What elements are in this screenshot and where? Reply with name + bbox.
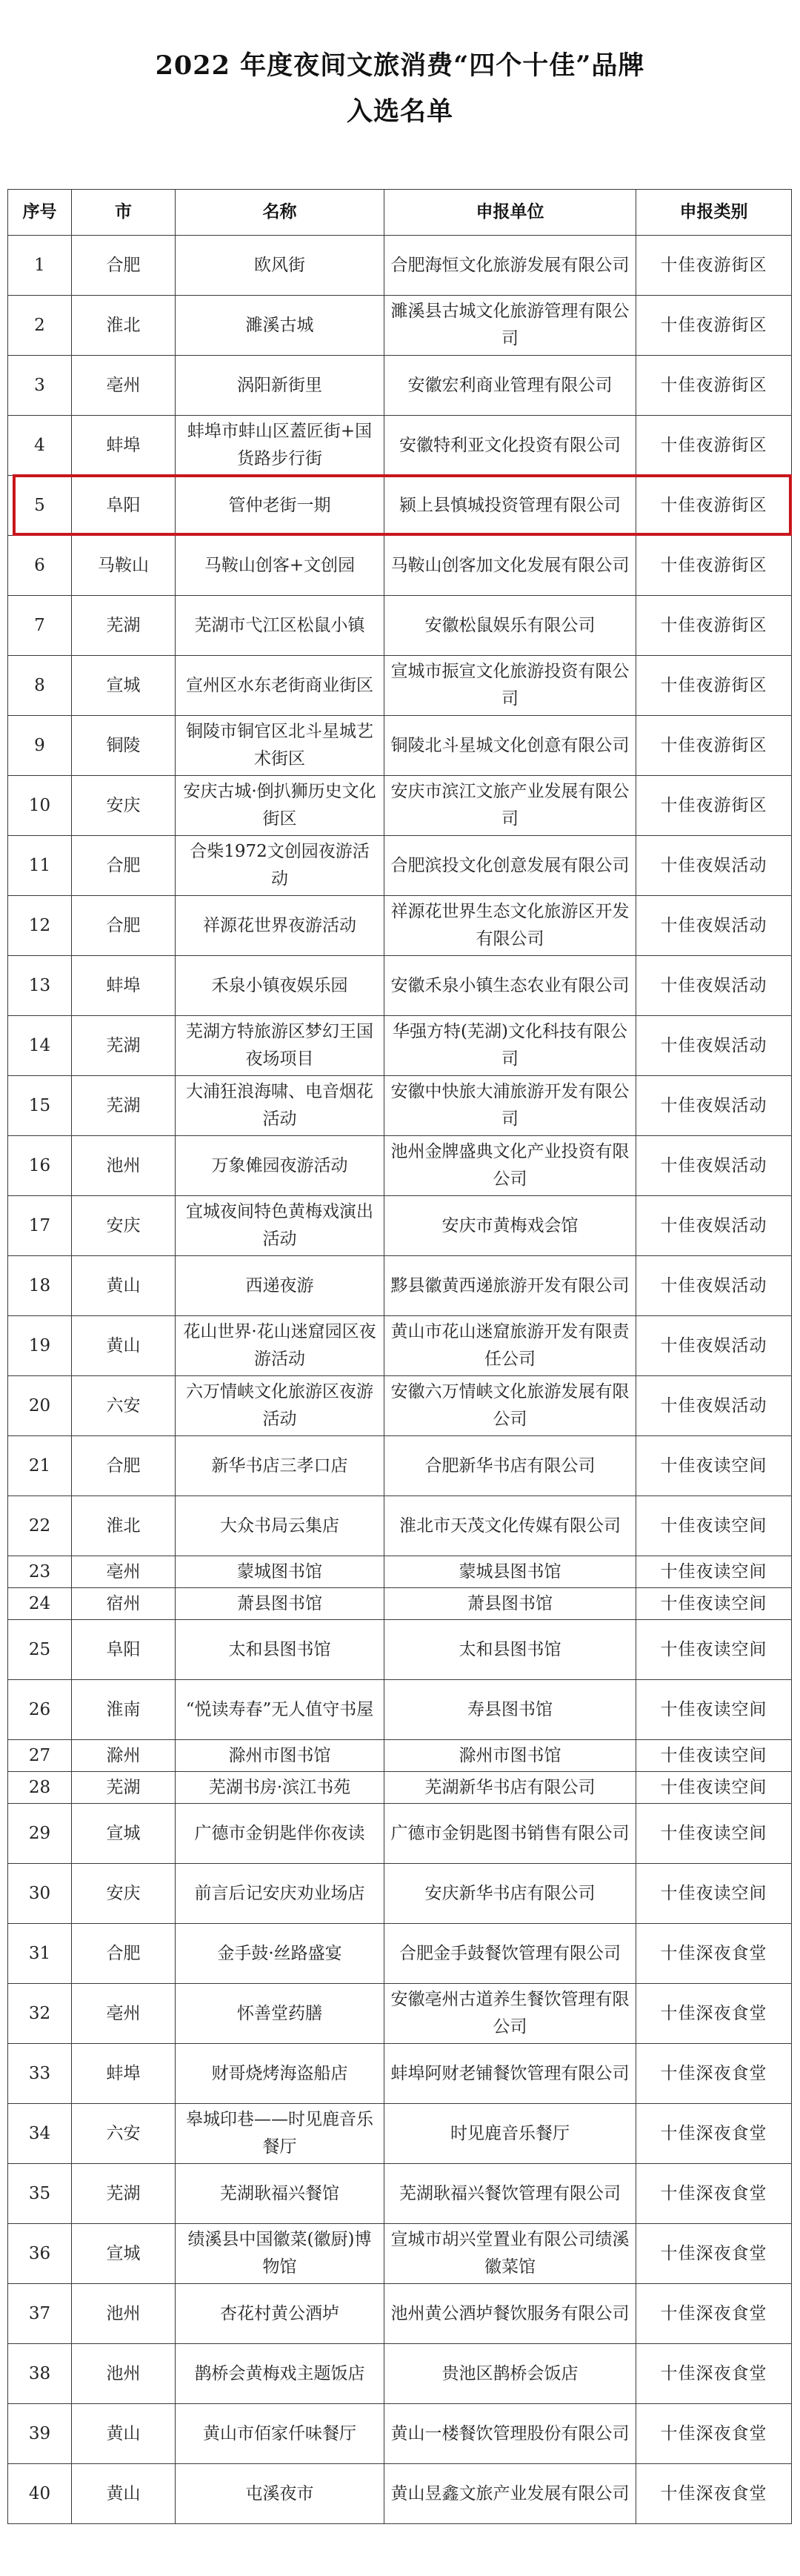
cell-city: 芜湖 [72,1016,176,1076]
cell-city: 宣城 [72,656,176,716]
cell-no: 38 [8,2344,72,2404]
table-row [8,476,792,536]
cell-category: 十佳深夜食堂 [636,1924,792,1984]
cell-name: “悦读寿春”无人值守书屋 [176,1680,384,1740]
cell-city: 池州 [72,1136,176,1196]
cell-unit: 合肥滨投文化创意发展有限公司 [384,836,636,896]
cell-no: 10 [8,776,72,836]
cell-name: 财哥烧烤海盗船店 [176,2044,384,2104]
cell-category: 十佳夜读空间 [636,1436,792,1496]
table-row [8,1740,792,1772]
table-row [8,1984,792,2044]
cell-name: 广德市金钥匙伴你夜读 [176,1804,384,1864]
table-row [8,1588,792,1620]
cell-no: 35 [8,2164,72,2224]
cell-city: 黄山 [72,1256,176,1316]
cell-city: 铜陵 [72,716,176,776]
cell-unit: 华强方特(芜湖)文化科技有限公司 [384,1016,636,1076]
cell-city: 阜阳 [72,1620,176,1680]
cell-no: 37 [8,2284,72,2344]
cell-city: 淮南 [72,1680,176,1740]
cell-category: 十佳夜游街区 [636,356,792,416]
cell-unit: 合肥新华书店有限公司 [384,1436,636,1496]
cell-no: 17 [8,1196,72,1256]
cell-name: 太和县图书馆 [176,1620,384,1680]
cell-city: 黄山 [72,1316,176,1376]
table-row [8,1136,792,1196]
cell-no: 6 [8,536,72,596]
cell-name: 金手鼓·丝路盛宴 [176,1924,384,1984]
cell-unit: 祥源花世界生态文化旅游区开发有限公司 [384,896,636,956]
cell-name: 皋城印巷——时见鹿音乐餐厅 [176,2104,384,2164]
cell-unit: 淮北市天茂文化传媒有限公司 [384,1496,636,1556]
cell-category: 十佳夜游街区 [636,596,792,656]
cell-no: 11 [8,836,72,896]
cell-name: 黄山市佰家仟味餐厅 [176,2404,384,2464]
table-row [8,956,792,1016]
cell-category: 十佳深夜食堂 [636,2344,792,2404]
cell-name: 合柴1972文创园夜游活动 [176,836,384,896]
table-row [8,1376,792,1436]
cell-name: 芜湖书房·滨江书苑 [176,1772,384,1804]
cell-no: 18 [8,1256,72,1316]
cell-city: 蚌埠 [72,956,176,1016]
cell-category: 十佳深夜食堂 [636,1984,792,2044]
table-row [8,1076,792,1136]
cell-city: 阜阳 [72,476,176,536]
cell-city: 亳州 [72,1984,176,2044]
table-row [8,416,792,476]
cell-category: 十佳夜读空间 [636,1680,792,1740]
table-row [8,2044,792,2104]
cell-no: 29 [8,1804,72,1864]
cell-city: 亳州 [72,356,176,416]
cell-city: 芜湖 [72,1076,176,1136]
cell-category: 十佳夜读空间 [636,1588,792,1620]
cell-category: 十佳夜娱活动 [636,1376,792,1436]
cell-no: 1 [8,236,72,296]
cell-no: 8 [8,656,72,716]
table-row [8,1680,792,1740]
cell-unit: 黄山市花山迷窟旅游开发有限责任公司 [384,1316,636,1376]
table-row [8,356,792,416]
table-row [8,1804,792,1864]
cell-name: 萧县图书馆 [176,1588,384,1620]
cell-city: 滁州 [72,1740,176,1772]
cell-city: 马鞍山 [72,536,176,596]
cell-no: 21 [8,1436,72,1496]
table-row [8,1556,792,1588]
table-row [8,2344,792,2404]
cell-category: 十佳夜读空间 [636,1556,792,1588]
cell-unit: 萧县图书馆 [384,1588,636,1620]
table-row [8,656,792,716]
table-row [8,1016,792,1076]
cell-category: 十佳夜娱活动 [636,1256,792,1316]
cell-city: 合肥 [72,836,176,896]
cell-category: 十佳夜游街区 [636,296,792,356]
cell-no: 27 [8,1740,72,1772]
cell-category: 十佳夜读空间 [636,1804,792,1864]
cell-category: 十佳夜游街区 [636,656,792,716]
cell-name: 鹊桥会黄梅戏主题饭店 [176,2344,384,2404]
cell-no: 31 [8,1924,72,1984]
cell-no: 33 [8,2044,72,2104]
list-table [7,189,792,2524]
cell-category: 十佳深夜食堂 [636,2284,792,2344]
cell-name: 前言后记安庆劝业场店 [176,1864,384,1924]
table-row [8,1864,792,1924]
cell-unit: 安徽禾泉小镇生态农业有限公司 [384,956,636,1016]
cell-city: 宣城 [72,1804,176,1864]
cell-category: 十佳深夜食堂 [636,2164,792,2224]
cell-city: 宣城 [72,2224,176,2284]
cell-name: 怀善堂药膳 [176,1984,384,2044]
cell-category: 十佳夜读空间 [636,1496,792,1556]
table-row [8,716,792,776]
table-row [8,836,792,896]
cell-no: 24 [8,1588,72,1620]
cell-name: 马鞍山创客+文创园 [176,536,384,596]
table-row [8,1620,792,1680]
cell-unit: 太和县图书馆 [384,1620,636,1680]
table-row [8,296,792,356]
cell-name: 祥源花世界夜游活动 [176,896,384,956]
cell-name: 欧风街 [176,236,384,296]
table-body [8,236,792,2524]
cell-no: 30 [8,1864,72,1924]
list-table-wrapper [7,189,791,2524]
cell-city: 合肥 [72,896,176,956]
cell-name: 绩溪县中国徽菜(徽厨)博物馆 [176,2224,384,2284]
cell-unit: 濉溪县古城文化旅游管理有限公司 [384,296,636,356]
cell-no: 14 [8,1016,72,1076]
table-row [8,2464,792,2524]
cell-no: 20 [8,1376,72,1436]
table-row [8,2284,792,2344]
cell-no: 26 [8,1680,72,1740]
header-name: 名称 [176,190,384,236]
cell-no: 3 [8,356,72,416]
cell-name: 铜陵市铜官区北斗星城艺术街区 [176,716,384,776]
cell-category: 十佳夜读空间 [636,1864,792,1924]
cell-category: 十佳夜娱活动 [636,956,792,1016]
cell-unit: 黄山一楼餐饮管理股份有限公司 [384,2404,636,2464]
cell-name: 万象傩园夜游活动 [176,1136,384,1196]
table-row [8,1436,792,1496]
cell-unit: 铜陵北斗星城文化创意有限公司 [384,716,636,776]
cell-city: 安庆 [72,1864,176,1924]
cell-category: 十佳夜娱活动 [636,896,792,956]
cell-unit: 安徽特利亚文化投资有限公司 [384,416,636,476]
header-unit: 申报单位 [384,190,636,236]
cell-no: 15 [8,1076,72,1136]
table-row [8,2224,792,2284]
cell-city: 池州 [72,2344,176,2404]
cell-name: 芜湖方特旅游区梦幻王国夜场项目 [176,1016,384,1076]
cell-unit: 安庆市黄梅戏会馆 [384,1196,636,1256]
cell-unit: 马鞍山创客加文化发展有限公司 [384,536,636,596]
cell-name: 蒙城图书馆 [176,1556,384,1588]
cell-no: 22 [8,1496,72,1556]
cell-category: 十佳深夜食堂 [636,2404,792,2464]
cell-unit: 颍上县慎城投资管理有限公司 [384,476,636,536]
cell-no: 34 [8,2104,72,2164]
cell-unit: 安徽中快旅大浦旅游开发有限公司 [384,1076,636,1136]
cell-city: 合肥 [72,236,176,296]
cell-city: 池州 [72,2284,176,2344]
table-row [8,536,792,596]
cell-unit: 蒙城县图书馆 [384,1556,636,1588]
cell-category: 十佳深夜食堂 [636,2104,792,2164]
cell-city: 亳州 [72,1556,176,1588]
cell-name: 花山世界·花山迷窟园区夜游活动 [176,1316,384,1376]
header-city: 市 [72,190,176,236]
cell-no: 28 [8,1772,72,1804]
cell-name: 大众书局云集店 [176,1496,384,1556]
cell-unit: 黟县徽黄西递旅游开发有限公司 [384,1256,636,1316]
cell-city: 安庆 [72,776,176,836]
cell-category: 十佳深夜食堂 [636,2464,792,2524]
cell-no: 5 [8,476,72,536]
cell-unit: 芜湖新华书店有限公司 [384,1772,636,1804]
cell-name: 六万情峡文化旅游区夜游活动 [176,1376,384,1436]
cell-no: 25 [8,1620,72,1680]
cell-category: 十佳夜娱活动 [636,1016,792,1076]
cell-no: 16 [8,1136,72,1196]
cell-category: 十佳夜游街区 [636,716,792,776]
cell-city: 淮北 [72,296,176,356]
cell-name: 禾泉小镇夜娱乐园 [176,956,384,1016]
cell-no: 7 [8,596,72,656]
cell-no: 4 [8,416,72,476]
table-row [8,2404,792,2464]
table-row [8,1924,792,1984]
cell-unit: 广德市金钥匙图书销售有限公司 [384,1804,636,1864]
table-row [8,1316,792,1376]
cell-category: 十佳夜娱活动 [636,1136,792,1196]
cell-city: 蚌埠 [72,416,176,476]
cell-city: 芜湖 [72,1772,176,1804]
cell-no: 32 [8,1984,72,2044]
cell-city: 芜湖 [72,596,176,656]
cell-name: 濉溪古城 [176,296,384,356]
cell-city: 黄山 [72,2404,176,2464]
cell-category: 十佳夜游街区 [636,236,792,296]
cell-unit: 安徽松鼠娱乐有限公司 [384,596,636,656]
table-row [8,1256,792,1316]
cell-no: 2 [8,296,72,356]
cell-name: 芜湖市弋江区松鼠小镇 [176,596,384,656]
cell-city: 黄山 [72,2464,176,2524]
table-row [8,2164,792,2224]
table-header-row [8,190,792,236]
cell-name: 西递夜游 [176,1256,384,1316]
cell-category: 十佳深夜食堂 [636,2044,792,2104]
cell-unit: 芜湖耿福兴餐饮管理有限公司 [384,2164,636,2224]
cell-unit: 安徽六万情峡文化旅游发展有限公司 [384,1376,636,1436]
cell-city: 宿州 [72,1588,176,1620]
cell-name: 宣州区水东老街商业街区 [176,656,384,716]
header-no: 序号 [8,190,72,236]
cell-name: 屯溪夜市 [176,2464,384,2524]
cell-city: 六安 [72,1376,176,1436]
cell-category: 十佳夜游街区 [636,776,792,836]
cell-unit: 合肥海恒文化旅游发展有限公司 [384,236,636,296]
cell-name: 大浦狂浪海啸、电音烟花活动 [176,1076,384,1136]
cell-category: 十佳夜读空间 [636,1620,792,1680]
cell-name: 蚌埠市蚌山区蓋匠街+国货路步行街 [176,416,384,476]
cell-category: 十佳夜游街区 [636,536,792,596]
cell-unit: 滁州市图书馆 [384,1740,636,1772]
table-row [8,1772,792,1804]
cell-category: 十佳夜读空间 [636,1772,792,1804]
cell-unit: 池州金牌盛典文化产业投资有限公司 [384,1136,636,1196]
cell-category: 十佳夜娱活动 [636,1076,792,1136]
table-row [8,1496,792,1556]
table-row [8,236,792,296]
cell-unit: 黄山昱鑫文旅产业发展有限公司 [384,2464,636,2524]
cell-name: 滁州市图书馆 [176,1740,384,1772]
table-row [8,2104,792,2164]
title-block [0,0,800,135]
cell-unit: 安庆市滨江文旅产业发展有限公司 [384,776,636,836]
cell-name: 涡阳新街里 [176,356,384,416]
cell-no: 19 [8,1316,72,1376]
cell-unit: 安庆新华书店有限公司 [384,1864,636,1924]
cell-city: 淮北 [72,1496,176,1556]
cell-name: 管仲老街一期 [176,476,384,536]
cell-unit: 池州黄公酒垆餐饮服务有限公司 [384,2284,636,2344]
cell-name: 芜湖耿福兴餐馆 [176,2164,384,2224]
cell-no: 12 [8,896,72,956]
cell-category: 十佳夜娱活动 [636,1196,792,1256]
cell-category: 十佳深夜食堂 [636,2224,792,2284]
cell-unit: 时见鹿音乐餐厅 [384,2104,636,2164]
cell-category: 十佳夜娱活动 [636,836,792,896]
cell-name: 杏花村黄公酒垆 [176,2284,384,2344]
cell-name: 新华书店三孝口店 [176,1436,384,1496]
cell-no: 40 [8,2464,72,2524]
page-title: 2022 年度夜间文旅消费“四个十佳”品牌 [155,50,645,81]
cell-no: 13 [8,956,72,1016]
cell-city: 蚌埠 [72,2044,176,2104]
cell-category: 十佳夜游街区 [636,476,792,536]
cell-city: 安庆 [72,1196,176,1256]
cell-category: 十佳夜游街区 [636,416,792,476]
cell-unit: 寿县图书馆 [384,1680,636,1740]
cell-no: 39 [8,2404,72,2464]
cell-unit: 安徽亳州古道养生餐饮管理有限公司 [384,1984,636,2044]
cell-city: 合肥 [72,1436,176,1496]
cell-name: 宜城夜间特色黄梅戏演出活动 [176,1196,384,1256]
cell-category: 十佳夜读空间 [636,1740,792,1772]
cell-city: 芜湖 [72,2164,176,2224]
cell-unit: 合肥金手鼓餐饮管理有限公司 [384,1924,636,1984]
table-row [8,776,792,836]
cell-no: 23 [8,1556,72,1588]
table-row [8,896,792,956]
cell-unit: 贵池区鹊桥会饭店 [384,2344,636,2404]
header-category: 申报类别 [636,190,792,236]
cell-no: 36 [8,2224,72,2284]
table-row [8,596,792,656]
cell-unit: 蚌埠阿财老铺餐饮管理有限公司 [384,2044,636,2104]
cell-name: 安庆古城·倒扒狮历史文化街区 [176,776,384,836]
cell-category: 十佳夜娱活动 [636,1316,792,1376]
table-row [8,1196,792,1256]
cell-no: 9 [8,716,72,776]
cell-city: 六安 [72,2104,176,2164]
cell-unit: 宣城市振宣文化旅游投资有限公司 [384,656,636,716]
cell-city: 合肥 [72,1924,176,1984]
cell-unit: 宣城市胡兴堂置业有限公司绩溪徽菜馆 [384,2224,636,2284]
cell-unit: 安徽宏利商业管理有限公司 [384,356,636,416]
page-subtitle: 入选名单 [346,96,453,127]
